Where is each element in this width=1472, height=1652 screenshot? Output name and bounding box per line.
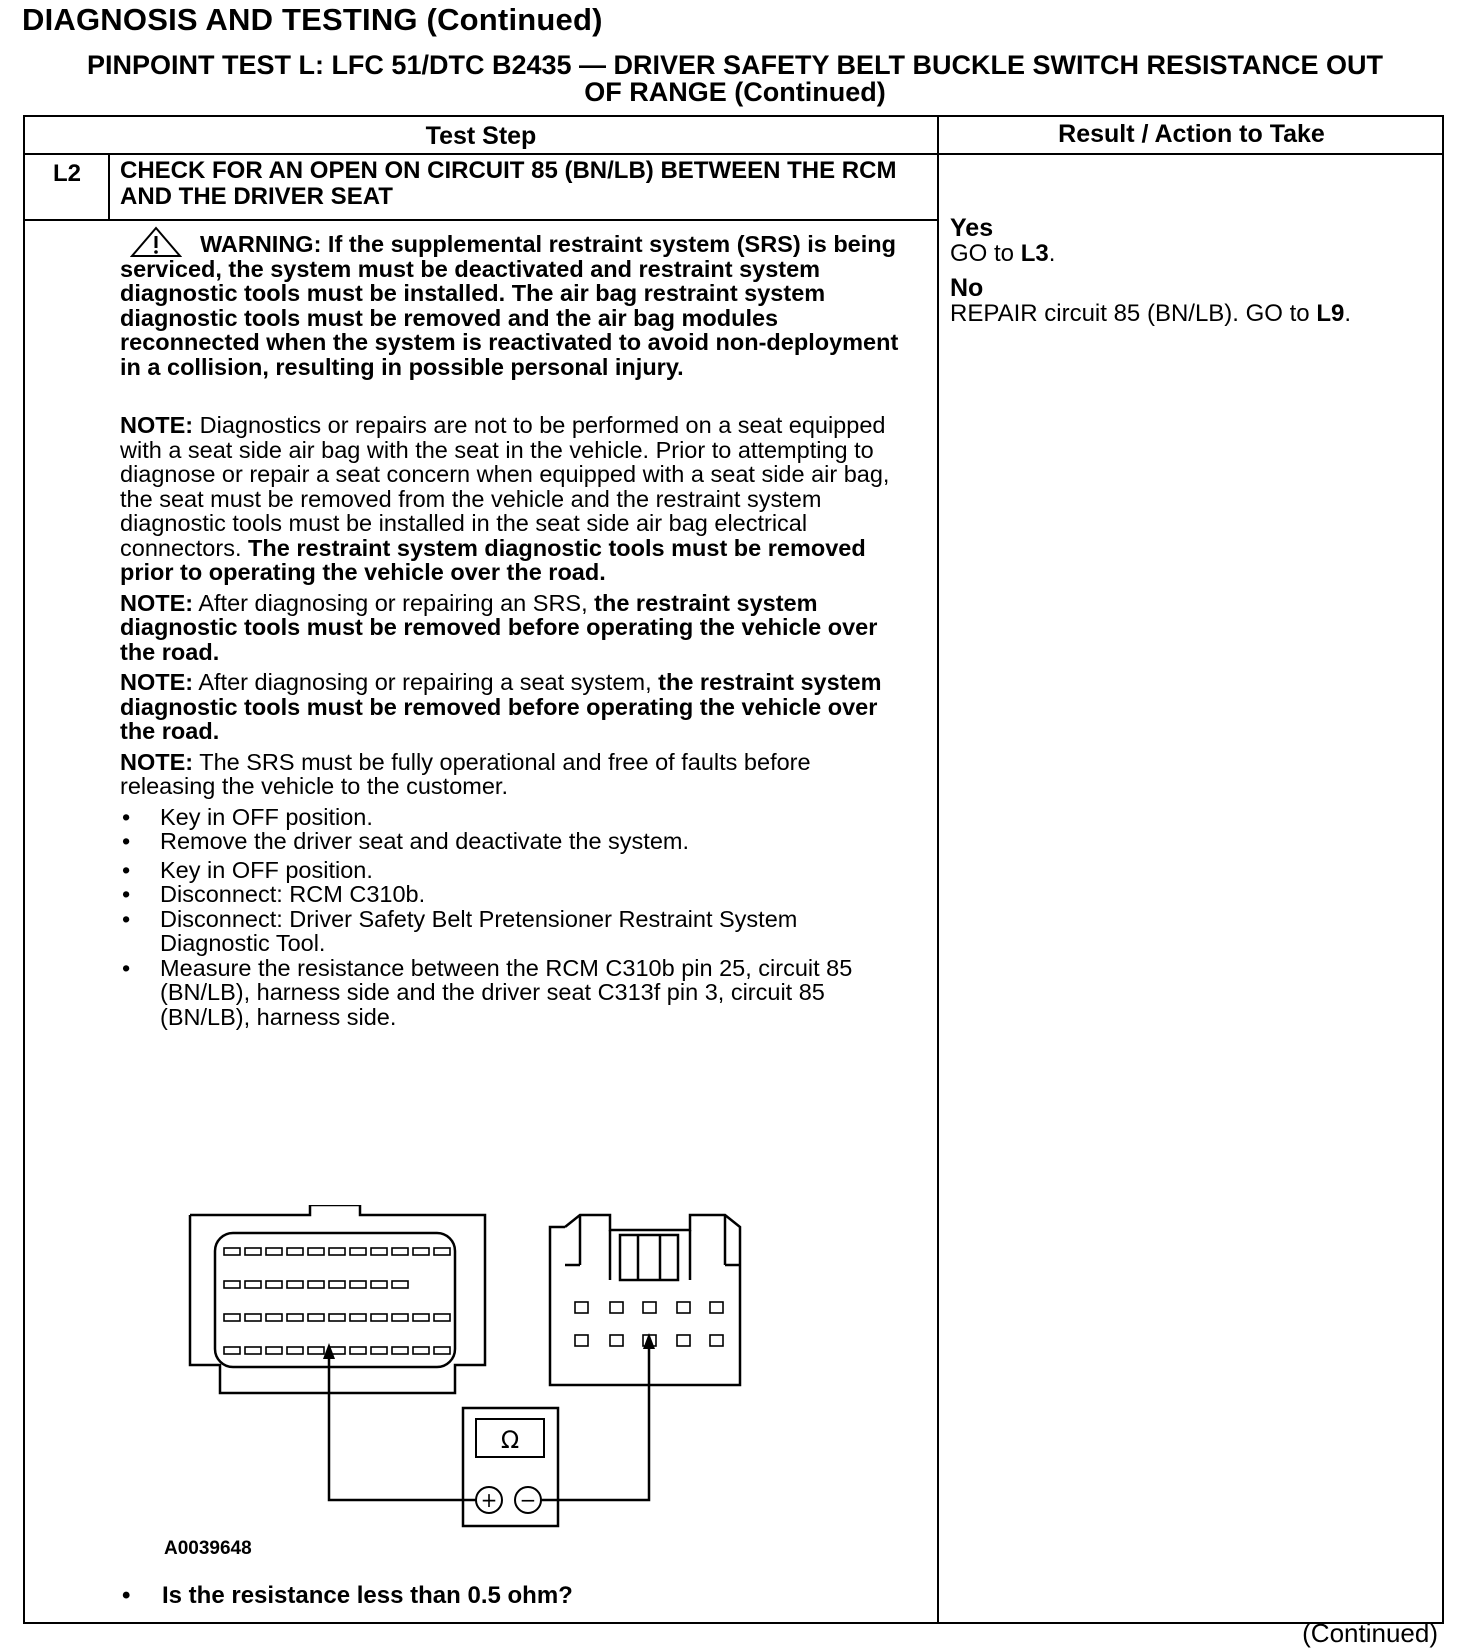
list-item: • Measure the resistance between the RCM C310b pin 25, circuit 85 (BN/LB), harness side and the driver seat C313f pin 3, circuit 85 (BN/LB), harness side. (120, 956, 910, 1030)
page-title: DIAGNOSIS AND TESTING (Continued) (22, 2, 603, 37)
list-item: • Disconnect: Driver Safety Belt Pretensioner Restraint System Diagnostic Tool. (120, 907, 910, 956)
column-header-result: Result / Action to Take (1058, 120, 1325, 148)
warning-text: WARNING: If the supplemental restraint system (SRS) is being serviced, the system must be deactivated and restraint system diagnostic tools must be installed. The air bag restraint system diagnostic tools must be removed and the air bag modules reconnected when the system is reactivated to avoid non-deployment in a collision, resulting in possible personal injury. (120, 231, 899, 380)
header-row-divider (23, 153, 1444, 155)
figure-label: A0039648 (164, 1538, 252, 1559)
note-text: The SRS must be fully operational and free of faults before releasing the vehicle to the customer. (120, 748, 811, 799)
note-label: NOTE: (120, 669, 194, 695)
note-label: NOTE: (120, 589, 194, 616)
result-yes-action: GO to L3. (950, 240, 1056, 267)
note-bold-text: the restraint system diagnostic tools must be removed before operating the vehicle over the road. (120, 589, 878, 665)
warning-triangle-icon (130, 226, 182, 260)
procedure-list (120, 805, 910, 1030)
ohm-symbol: Ω (500, 1426, 520, 1454)
ohmmeter-illustration (463, 1408, 558, 1526)
connector-measurement-diagram (170, 1205, 770, 1535)
list-item: • Remove the driver seat and deactivate the system. (120, 829, 910, 854)
driver-seat-connector-illustration (550, 1215, 740, 1385)
result-yes (950, 215, 1430, 267)
note-text: After diagnosing or repairing an SRS, (193, 589, 595, 616)
note-1 (120, 413, 910, 585)
probe-arrows (323, 1333, 655, 1359)
rcm-connector-illustration (190, 1205, 485, 1393)
link-step-l3[interactable]: L3 (1020, 240, 1049, 267)
result-no (950, 275, 1430, 327)
note-label: NOTE: (120, 412, 194, 438)
continued-label: (Continued) (1302, 1618, 1438, 1648)
link-step-l9[interactable]: L9 (1316, 300, 1345, 327)
test-question: • Is the resistance less than 0.5 ohm? (120, 1582, 573, 1610)
list-item: • Disconnect: RCM C310b. (120, 882, 910, 907)
note-2 (120, 591, 910, 665)
negative-terminal-icon: − (519, 1488, 537, 1512)
step-title: CHECK FOR AN OPEN ON CIRCUIT 85 (BN/LB) BETWEEN THE RCM AND THE DRIVER SEAT (120, 157, 897, 210)
warning-paragraph (120, 232, 910, 379)
note-text: After diagnosing or repairing a seat system, (193, 669, 659, 695)
column-divider (937, 115, 939, 1624)
note-4 (120, 750, 910, 799)
result-no-action: REPAIR circuit 85 (BN/LB). GO to L9. (950, 300, 1352, 327)
step-id: L2 (52, 160, 81, 187)
note-bold-text: the restraint system diagnostic tools must be removed before operating the vehicle over the road. (120, 669, 882, 744)
list-item: • Key in OFF position. (120, 805, 910, 830)
step-id-divider (108, 155, 110, 220)
pinpoint-line-2: OF RANGE (Continued) (584, 77, 886, 107)
pinpoint-test-title (30, 52, 1440, 106)
result-no-label: No (950, 274, 984, 302)
rcm-connector-pins (224, 1248, 450, 1354)
note-text: Diagnostics or repairs are not to be performed on a seat equipped with a seat side air bag with the seat in the vehicle. Prior to attempting to diagnose or repair a seat concern when equipped with a seat side air bag, the seat must be removed from the vehicle and the restraint system diagnostic tools must be installed in the seat side air bag electrical connectors. (120, 412, 890, 561)
result-yes-label: Yes (950, 214, 994, 242)
step-title-divider (23, 219, 939, 221)
pinpoint-line-1: PINPOINT TEST L: LFC 51/DTC B2435 — DRIVER SAFETY BELT BUCKLE SWITCH RESISTANCE OUT (86, 50, 1384, 80)
positive-terminal-icon: + (480, 1488, 498, 1512)
note-3 (120, 670, 910, 744)
step-body (120, 232, 910, 1029)
column-header-test-step: Test Step (425, 122, 537, 150)
list-item: • Key in OFF position. (120, 858, 910, 883)
note-label: NOTE: (120, 748, 194, 775)
note-bold-text: The restraint system diagnostic tools must be removed prior to operating the vehicle over the road. (120, 534, 866, 585)
